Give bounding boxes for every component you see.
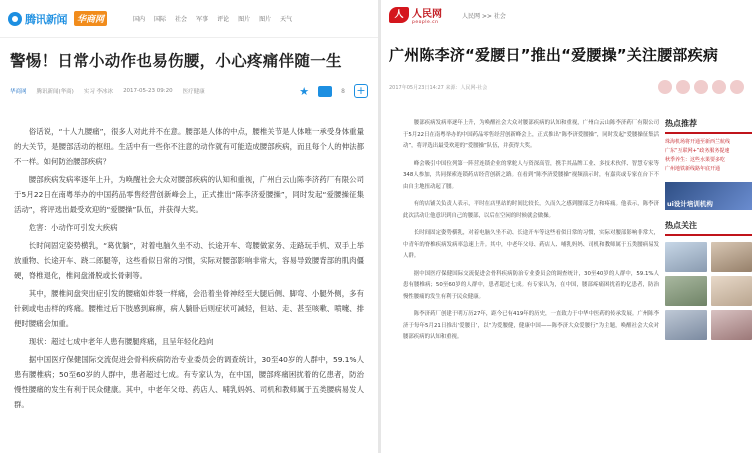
nav-item[interactable]: 图片	[238, 16, 251, 23]
publish-info: 2017年05月23日14:27 来源：人民网-社会	[389, 84, 488, 91]
section-heading: 危害：小动作可引发大疾病	[28, 223, 118, 232]
nav-item[interactable]: 图片	[259, 16, 272, 23]
nav-item[interactable]: 天气	[280, 16, 293, 23]
share-wechat-icon[interactable]	[676, 80, 690, 94]
nav-item[interactable]: 军事	[196, 16, 209, 23]
hot-item[interactable]: 珠海机场将开通至新西兰航线	[665, 139, 731, 145]
paragraph: 有的店铺关负责人表示，平时在店里站的时间比较长，久而久之感到腰部乏力和疼痛。他表示，陈李济此次活动让他意识到自己的腰部，以后在空闲的时候就会做操。	[403, 201, 659, 219]
plus-icon[interactable]: +	[354, 84, 368, 98]
people-cn-logo[interactable]	[389, 5, 442, 25]
hot-item[interactable]: 广东“互联网+”政务服务提速	[665, 148, 730, 154]
nav-item[interactable]: 社会	[175, 16, 188, 23]
top-bar	[381, 0, 752, 30]
article-meta	[0, 78, 378, 104]
article-actions	[299, 84, 368, 98]
nav-item[interactable]: 国际	[154, 16, 167, 23]
news-thumbnail[interactable]	[665, 276, 707, 306]
news-thumbnail[interactable]	[711, 310, 752, 340]
publish-datetime: 2017-05-23 09:20	[123, 88, 173, 94]
logo-name: 人民网	[412, 9, 442, 20]
hot-item[interactable]: 秋季养生：这些水果要多吃	[665, 157, 726, 163]
share-qq-icon[interactable]	[712, 80, 726, 94]
share-weibo-icon[interactable]	[658, 80, 672, 94]
paragraph: 腰部疾病发病率逐年上升，为唤醒社会大众对腰部疾病的认知和重视，广州白云山陈李济药厂有限公司于5月22日在南粤举办的中国药品零售经营创新峰会上，正式推出“陈李济爱腰操”，同时发起“爱腰操征集活动”，将评选出最受欢迎的“爱腰操”队伍，并获得大奖。	[403, 120, 659, 149]
hot-focus-title: 热点关注	[665, 220, 752, 236]
people-cn-article	[381, 0, 752, 453]
star-icon[interactable]: ★	[299, 84, 310, 98]
news-thumbnail[interactable]	[711, 276, 752, 306]
hot-item[interactable]: 广州地铁新线路年底开通	[665, 166, 721, 172]
paragraph: 长时间固定姿势横乳，“葛优躺”，对着电脑久坐不动、长途开车、弯腰做家务、走路玩手机、双手上举放重物、长途开车、跷二郎腿等，这些看似日常的习惯，实际对腰部影响非常大，容易导致腰背部的肌肉僵硬，脊椎退化，椎间盘滑脱或长骨刺等。	[14, 241, 364, 280]
share-bar	[658, 80, 744, 94]
article-body	[389, 118, 659, 350]
logo-url: people.cn	[412, 20, 439, 25]
paragraph: 其中，腰椎间盘突出症引发的腰痛如炸裂一样痛，会沿着坐骨神经至大腿后侧、脚弯、小腿外侧，多有针刺或电击样的疼痛。腰椎过后下肢感到麻痹，病人躺卧后则症状可减轻，但站、走、甚至咳嗽、喷嚏、排便时腰痛会加重。	[14, 289, 364, 328]
share-more-icon[interactable]	[730, 80, 744, 94]
nav-item[interactable]: 评论	[217, 16, 230, 23]
news-thumbnail[interactable]	[711, 242, 752, 272]
top-nav	[133, 14, 292, 23]
logo-text	[412, 5, 442, 25]
tencent-news-logo[interactable]	[8, 11, 107, 27]
thumbnail-grid	[665, 242, 752, 340]
promo-caption: ui设计培训机构	[667, 200, 713, 208]
hot-recommend-title: 热点推荐	[665, 118, 752, 134]
comment-icon[interactable]	[318, 86, 332, 97]
breadcrumb[interactable]: 人民网 >> 社会	[462, 12, 506, 20]
comment-count: 8	[341, 87, 345, 95]
article-title: 警惕！日常小动作也易伤腰，小心疼痛伴随一生	[10, 52, 342, 70]
promo-image[interactable]	[665, 182, 752, 210]
tencent-logo-icon	[8, 12, 22, 26]
partner-logo: 华商网	[74, 11, 107, 26]
paragraph: 据中国医疗保健国际交流促进会骨科疾病防治专业委员会的调查统计，30至40岁的人群中，59.1%人患有腰椎病；50至60岁的人群中，患者超过七成。有专家认为，在中国，腰部疼痛困扰着的亿患者，防治慢性腰痛的发生有利于民众健康。其中，中老年父母、药店人、哺乳妈妈、司机和教师属于五类腰病易发人群。	[14, 355, 364, 409]
top-bar	[0, 0, 378, 38]
share-qzone-icon[interactable]	[694, 80, 708, 94]
paragraph: 据中国医疗保健国际交流促进会骨科疾病防治专业委员会的调查统计，30至40岁的人群中，59.1%人患有腰椎病；50至60岁的人群中，患者超过七成。有专家认为，在中国，腰部疼痛困扰着的亿患者，防治慢性腰痛的发生有利于民众健康。	[403, 270, 659, 300]
paragraph: 陈李济药厂创建于明万历27年，距今已有419年的历史，一直致力于中华中医药的传承发展。广州陈李济于每年5月21日推出‘爱腰日’，以“为爱腰健，健康中国——陈李济大众爱腰行”为主题，唤醒社会大众对腰部疾病的认知和重视。	[403, 311, 659, 340]
column: 腾讯新闻(华商)	[36, 89, 74, 95]
paragraph: 峰会吸引中国位列第一阵营连锁企业的掌舵人与资深高管，携手其品牌工业、多技术伙伴、智慧专家等348人参加，共同探索连锁药店经营创新之路。在看到“陈李济爱腰操”视频演示时，有嘉宾或专家在台下不由自主地扭动起了腰。	[403, 160, 659, 190]
logo-text: 腾讯新闻	[25, 12, 67, 26]
nav-item[interactable]: 国内	[133, 16, 146, 23]
paragraph: 腰部疾病发病率逐年上升，为唤醒社会大众对腰部疾病的认知和重视，广州白云山陈李济药厂有限公司于5月22日在南粤举办的中国药品零售经营创新峰会上，正式推出“陈李济爱腰操”，同时发起“爱腰操征集活动”，将评选出最受欢迎的“爱腰操”队伍，并获得大奖。	[14, 175, 364, 214]
article-title: 广州陈李济“爱腰日”推出“爱腰操”关注腰部疾病	[389, 46, 719, 64]
author: 实习 李冰冰	[83, 89, 114, 95]
sidebar	[665, 118, 752, 340]
section-heading: 现状：超过七成中老年人患有腰腿疼痛，且呈年轻化趋向	[28, 337, 214, 346]
category-tag[interactable]: 医疗健康	[182, 89, 205, 95]
article-meta	[381, 72, 752, 102]
news-thumbnail[interactable]	[665, 242, 707, 272]
article-body	[0, 104, 378, 412]
paragraph: 俗话说，“十人九腰痛”，很多人对此并不在意。腰部是人体的中点，腰椎关节是人体唯一承受身体重量的大关节，是腰部活动的枢纽。生活中有一些你不注意的动作就有可能造成腰部疾病，而且每个人的伸法都不一样。如何防治腰部疾病？	[14, 127, 364, 166]
news-thumbnail[interactable]	[665, 310, 707, 340]
people-logo-icon: 人	[389, 7, 409, 23]
paragraph: 长时间固定姿势横乳，对着电脑久坐不动、长途开车等这些看似日常的习惯，实际对腰部影响非常大，中青年的脊椎疾病发病率急速上升。其中，中老年父母、药店人、哺乳妈妈、司机和教师属于五类腰病易发人群。	[403, 230, 659, 259]
source-link[interactable]: 华商网	[10, 89, 27, 95]
